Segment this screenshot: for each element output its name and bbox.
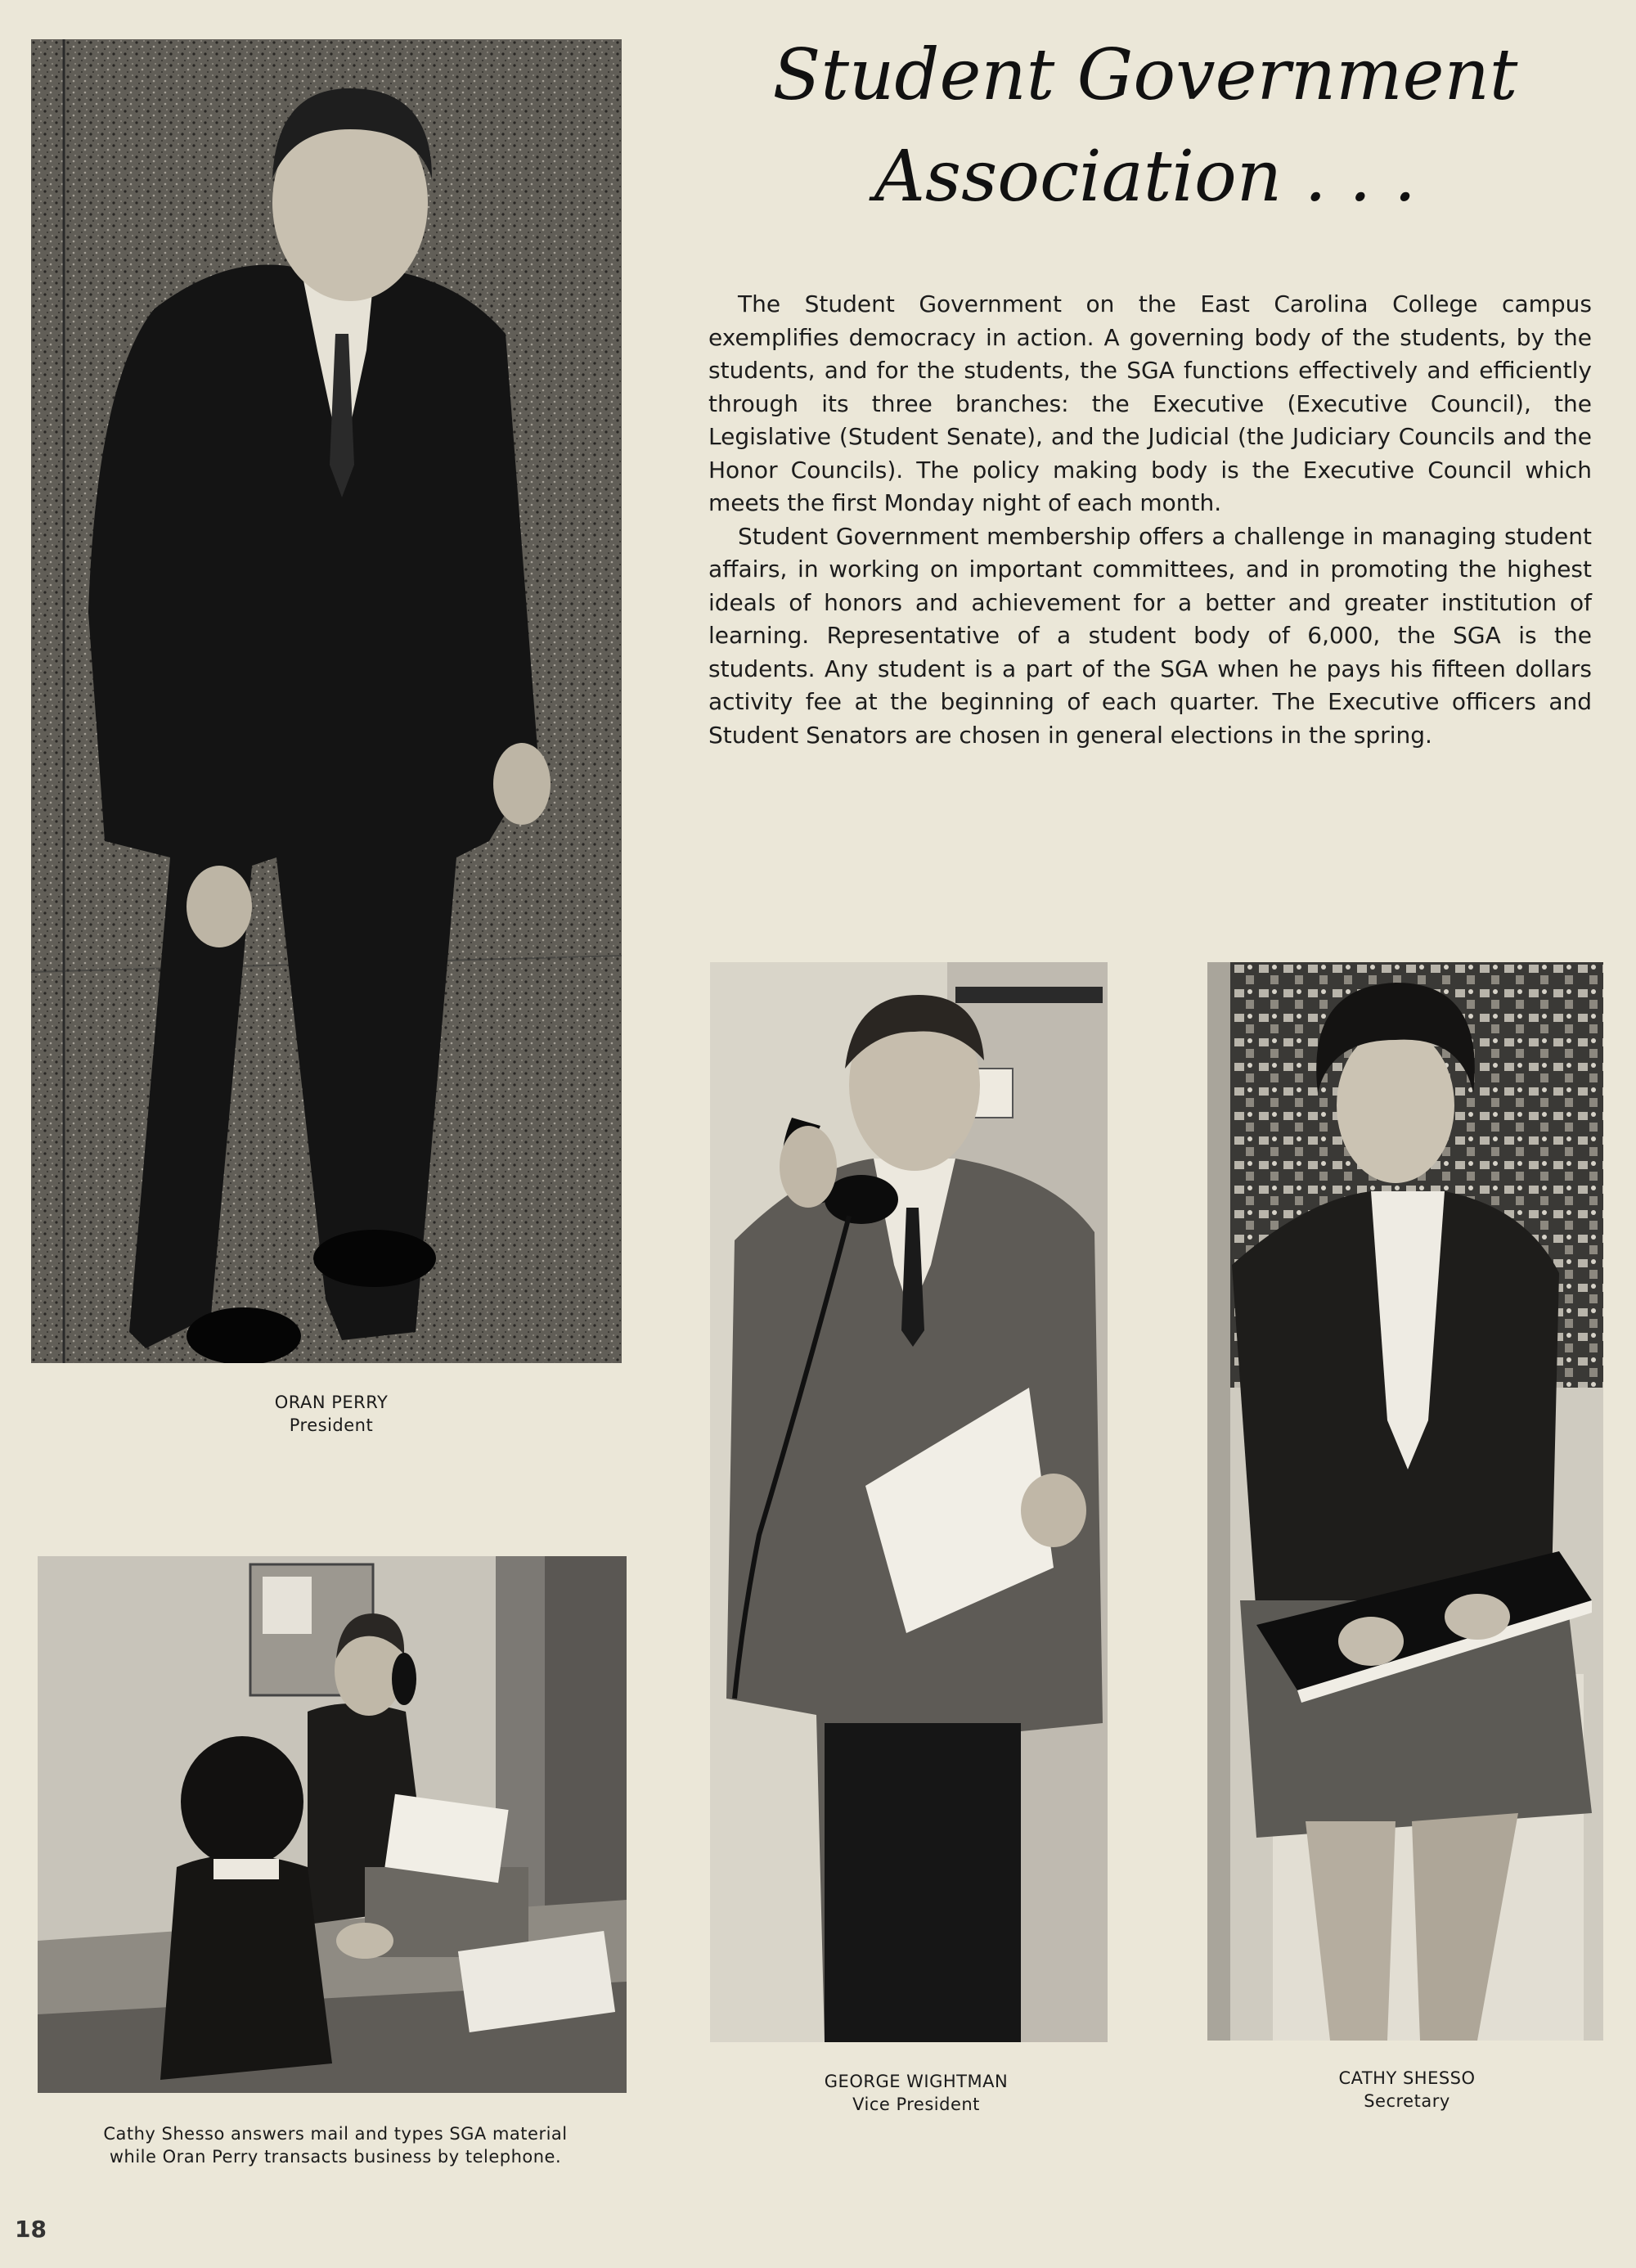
office-caption-line-1: Cathy Shesso answers mail and types SGA material <box>103 2124 568 2144</box>
secretary-photo <box>1207 962 1603 2041</box>
president-name: ORAN PERRY <box>274 1393 389 1412</box>
office-caption-line-2: while Oran Perry transacts business by telephone. <box>109 2147 562 2167</box>
office-photo <box>38 1556 627 2093</box>
president-role: President <box>289 1415 374 1435</box>
secretary-role: Secretary <box>1364 2091 1450 2111</box>
page-number: 18 <box>15 2216 47 2243</box>
vice-president-name: GEORGE WIGHTMAN <box>824 2072 1009 2091</box>
title-line-2: Association . . . <box>874 136 1417 218</box>
vice-president-caption <box>761 2070 1072 2116</box>
secretary-name: CATHY SHESSO <box>1338 2068 1476 2088</box>
president-caption <box>164 1391 499 1437</box>
page-title <box>736 25 1554 227</box>
paragraph-2: Student Government membership offers a challenge in managing student affairs, in working on important committees, and in promoting the highest ideals of honors and achievement for a better and greater institution of learning. Representative of a student body of 6,000, the SGA is the students. Any student is a part of the SGA when he pays his fifteen dollars activity fee at the beginning of each quarter. The Executive officers and Student Senators are chosen in general elections in the spring. <box>708 522 1592 749</box>
president-photo <box>31 39 622 1363</box>
office-caption <box>57 2122 614 2168</box>
title-line-1: Student Government <box>772 34 1518 116</box>
vice-president-role: Vice President <box>852 2095 980 2114</box>
article-body <box>708 288 1592 752</box>
paragraph-1: The Student Government on the East Carolina College campus exemplifies democracy in action. A governing body of the students, by the students, and for the students, the SGA functions effectively and efficiently through its three branches: the Executive (Executive Council), the Legislative (Student Senate), and the Judicial (the Judiciary Councils and the Honor Councils). The policy making body is the Executive Council which meets the first Monday night of each month. <box>708 290 1592 516</box>
vice-president-photo <box>710 962 1108 2042</box>
secretary-caption <box>1252 2067 1562 2113</box>
